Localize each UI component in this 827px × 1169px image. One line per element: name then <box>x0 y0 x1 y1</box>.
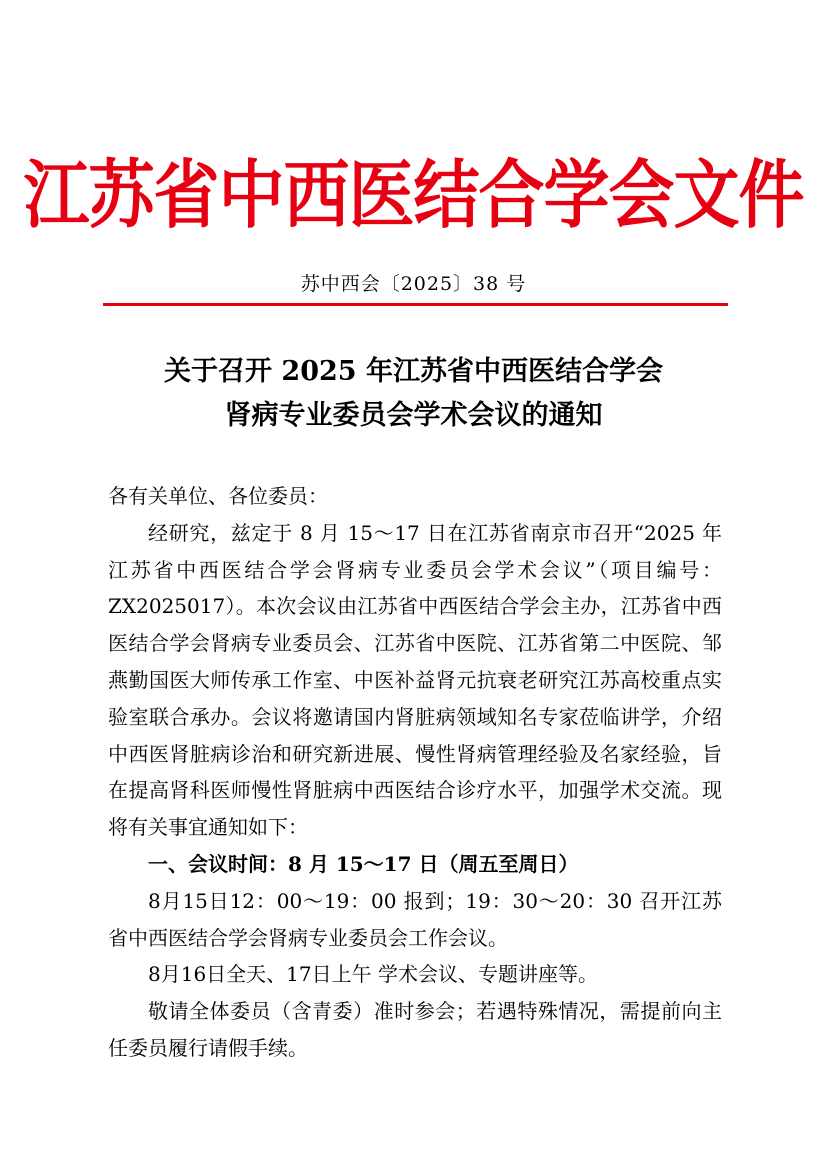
schedule-day-2: 8月16日全天、17日上午 学术会议、专题讲座等。 <box>148 962 598 987</box>
document-number: 苏中西会〔2025〕38 号 <box>300 273 527 295</box>
attendance-note: 敬请全体委员（含青委）准时参会；若遇特殊情况，需提前向主任委员履行请假手续。 <box>108 999 722 1060</box>
intro-paragraph: 经研究，兹定于 8 月 15～17 日在江苏省南京市召开“2025 年江苏省中西医结合学会肾病专业委员会学术会议”（项目编号：ZX2025017）。本次会议由江苏省中西医结合学会主办，江苏省中西医结合学会肾病专业委员会、江苏省中医院、江苏省第二中医院、邹燕勤国医大师传承工作室、中医补益肾元抗衰老研究江苏高校重点实验室联合承办。会议将邀请国内肾脏病领域知名专家莅临讲学，介绍中西医肾脏病诊治和研究新进展、慢性肾病管理经验及名家经验，旨在提高肾科医师慢性肾脏病中西医结合诊疗水平，加强学术交流。现将有关事宜通知如下： <box>108 520 722 840</box>
notice-body <box>108 478 722 1067</box>
salutation: 各有关单位、各位委员： <box>108 484 328 508</box>
notice-title-line-2: 肾病专业委员会学术会议的通知 <box>224 400 603 431</box>
notice-title <box>0 350 827 438</box>
section-heading-meeting-time: 一、会议时间：8 月 15～17 日（周五至周日） <box>148 851 579 876</box>
red-divider <box>103 303 728 306</box>
schedule-day-1: 8月15日12：00～19：00 报到；19：30～20：30 召开江苏省中西医结合学会肾病专业委员会工作会议。 <box>108 888 722 950</box>
masthead-title: 江苏省中西医结合学会文件 <box>23 152 804 239</box>
notice-title-line-1: 关于召开 2025 年江苏省中西医结合学会 <box>164 356 663 387</box>
